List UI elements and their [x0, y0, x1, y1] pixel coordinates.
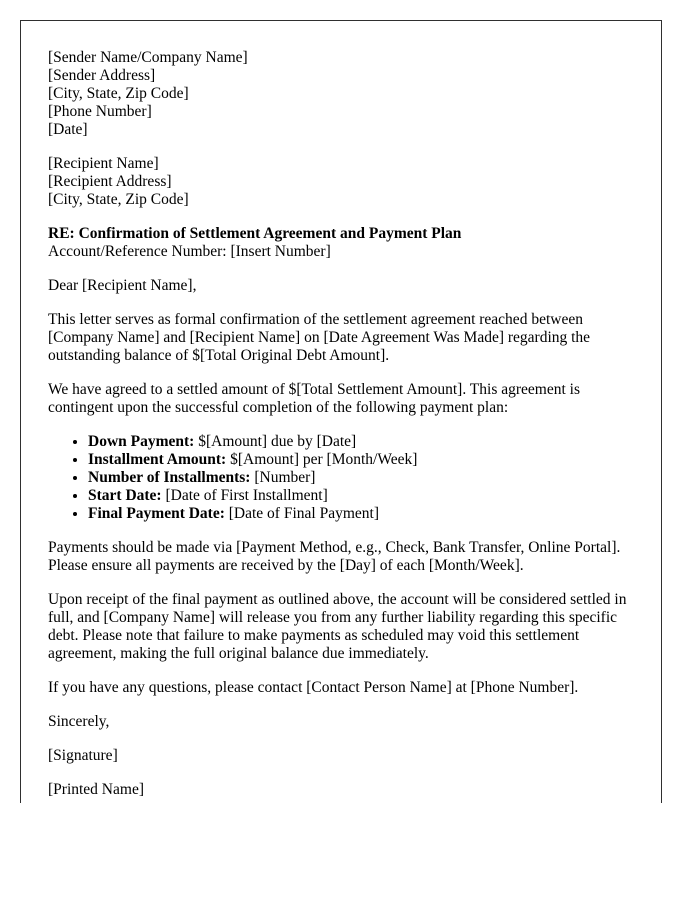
payment-plan-item-number-of-installments	[88, 469, 633, 487]
printed-name-placeholder: [Printed Name]	[48, 781, 144, 798]
letter-page	[20, 20, 662, 803]
payment-plan-label: Down Payment:	[88, 433, 195, 450]
payment-plan-label: Installment Amount:	[88, 451, 227, 468]
recipient-name-line: [Recipient Name]	[48, 155, 159, 172]
signature-placeholder: [Signature]	[48, 747, 118, 764]
payment-plan-detail: [Date of Final Payment]	[228, 505, 379, 522]
payment-plan-list	[48, 433, 633, 523]
salutation: Dear [Recipient Name],	[48, 277, 197, 294]
sender-address-line: [Sender Address]	[48, 67, 156, 84]
recipient-block	[48, 155, 633, 209]
paragraph-release: Upon receipt of the final payment as outlined above, the account will be considered settled in full, and [Company Name] will release you from any further liability regarding this specific debt. Please note that failure to make payments as scheduled may void this settlement agreement, making the full original balance due immediately.	[48, 591, 627, 662]
payment-plan-label: Start Date:	[88, 487, 162, 504]
sender-phone-line: [Phone Number]	[48, 103, 152, 120]
payment-plan-detail: $[Amount] due by [Date]	[198, 433, 357, 450]
sender-city-line: [City, State, Zip Code]	[48, 85, 189, 102]
payment-plan-detail: $[Amount] per [Month/Week]	[230, 451, 418, 468]
sender-date-line: [Date]	[48, 121, 88, 138]
paragraph-settlement: We have agreed to a settled amount of $[Total Settlement Amount]. This agreement is contingent upon the successful completion of the following payment plan:	[48, 381, 580, 416]
closing: Sincerely,	[48, 713, 110, 730]
payment-plan-label: Number of Installments:	[88, 469, 251, 486]
paragraph-payment-method: Payments should be made via [Payment Method, e.g., Check, Bank Transfer, Online Portal]. Please ensure all payments are received by the [Day] of each [Month/Week].	[48, 539, 621, 574]
sender-name-line: [Sender Name/Company Name]	[48, 49, 248, 66]
payment-plan-item-start-date	[88, 487, 633, 505]
subject-block	[48, 225, 633, 261]
recipient-city-line: [City, State, Zip Code]	[48, 191, 189, 208]
payment-plan-detail: [Number]	[254, 469, 316, 486]
payment-plan-detail: [Date of First Installment]	[165, 487, 328, 504]
subject-line: RE: Confirmation of Settlement Agreement and Payment Plan	[48, 225, 462, 242]
payment-plan-item-down-payment	[88, 433, 633, 451]
paragraph-contact: If you have any questions, please contact [Contact Person Name] at [Phone Number].	[48, 679, 579, 696]
payment-plan-item-final-payment-date	[88, 505, 633, 523]
recipient-address-line: [Recipient Address]	[48, 173, 172, 190]
reference-line: Account/Reference Number: [Insert Number]	[48, 243, 331, 260]
payment-plan-item-installment-amount	[88, 451, 633, 469]
payment-plan-label: Final Payment Date:	[88, 505, 225, 522]
sender-block	[48, 49, 633, 139]
paragraph-intro: This letter serves as formal confirmation of the settlement agreement reached between [Company Name] and [Recipient Name] on [Date Agreement Was Made] regarding the outstanding balance of $[Total Original Debt Amount].	[48, 311, 591, 364]
